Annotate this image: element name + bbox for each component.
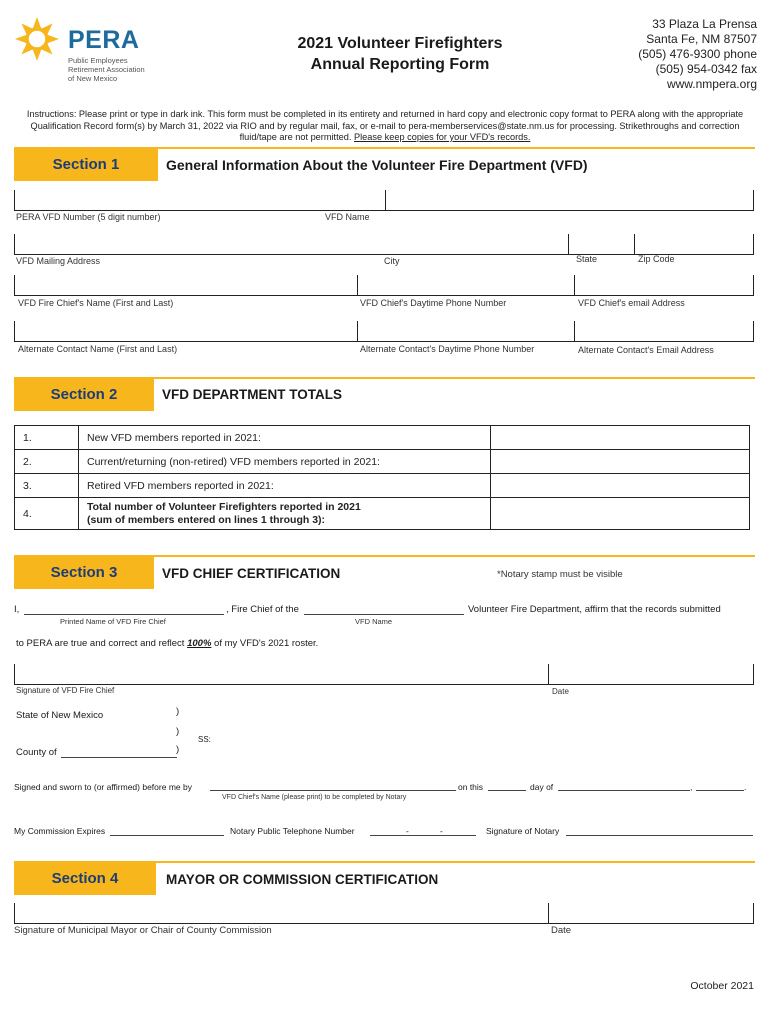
retired-members-input[interactable] xyxy=(491,474,750,498)
pera-address: 33 Plaza La Prensa Santa Fe, NM 87507 (505) 476-9300 phone (505) 954-0342 fax www.nmpera.org xyxy=(638,17,757,91)
sworn-chief-name-field[interactable] xyxy=(210,790,456,791)
day-field[interactable] xyxy=(488,790,526,791)
chief-info-field[interactable] xyxy=(14,295,754,296)
instructions: Instructions: Please print or type in dark ink. This form must be completed in its entirety and returned in hard copy and electronic copy format to PERA along with the appropriate Qualification Record form(s) by March 31, 2022 via RIO and by regular mail, fax, or e-mail to pera-memberservices@state.nm.us for processing. Strikethroughs and correction fluid/tape are not permitted. Please keep copies for your VFD's records. xyxy=(26,109,744,142)
notary-phone-field[interactable] xyxy=(370,835,476,836)
chief-printed-name-field[interactable] xyxy=(24,614,224,615)
section1-tab: Section 1 xyxy=(14,147,158,181)
county-field[interactable] xyxy=(61,757,177,758)
vfd-number-label: PERA VFD Number (5 digit number) xyxy=(16,212,161,222)
chief-phone-label: VFD Chief's Daytime Phone Number xyxy=(360,298,507,308)
section4-tab: Section 4 xyxy=(14,861,156,895)
logo-subtitle: Public Employees Retirement Association of New Mexico xyxy=(68,56,145,83)
alt-contact-field[interactable] xyxy=(14,341,754,342)
affirmation-text: to PERA are true and correct and reflect 100% of my VFD's 2021 roster. xyxy=(16,638,319,649)
chief-name-label: VFD Fire Chief's Name (First and Last) xyxy=(18,298,174,308)
keep-copies-note: Please keep copies for your VFD's records. xyxy=(354,132,531,142)
table-row: 3. Retired VFD members reported in 2021: xyxy=(15,474,750,498)
notary-signature-field[interactable] xyxy=(566,835,753,836)
table-row: 2. Current/returning (non-retired) VFD members reported in 2021: xyxy=(15,450,750,474)
chief-email-label: VFD Chief's email Address xyxy=(578,298,685,308)
table-row: 1. New VFD members reported in 2021: xyxy=(15,426,750,450)
commission-expires-field[interactable] xyxy=(110,835,224,836)
section4-heading: MAYOR OR COMMISSION CERTIFICATION xyxy=(166,872,439,887)
logo-wordmark: PERA xyxy=(68,26,140,54)
form-title: 2021 Volunteer Firefighters Annual Reporting Form xyxy=(297,35,503,73)
section3-tab: Section 3 xyxy=(14,555,154,589)
sun-icon xyxy=(12,14,62,64)
section2-heading: VFD DEPARTMENT TOTALS xyxy=(162,387,342,402)
total-members-input[interactable] xyxy=(491,498,750,530)
totals-table xyxy=(14,425,750,530)
new-members-input[interactable] xyxy=(491,426,750,450)
city-label: City xyxy=(384,256,400,266)
state-label: State xyxy=(576,254,598,264)
month-field[interactable] xyxy=(558,790,690,791)
section3-heading: VFD CHIEF CERTIFICATION xyxy=(162,566,341,581)
vfd-name-label: VFD Name xyxy=(325,212,370,222)
chief-signature-field[interactable] xyxy=(14,684,754,685)
footer-date: October 2021 xyxy=(690,980,754,992)
mailing-address-label: VFD Mailing Address xyxy=(16,256,101,266)
year-field[interactable] xyxy=(696,790,744,791)
section2-tab: Section 2 xyxy=(14,377,154,411)
alt-name-label: Alternate Contact Name (First and Last) xyxy=(18,344,178,354)
current-members-input[interactable] xyxy=(491,450,750,474)
table-row: 4. Total number of Volunteer Firefighters reported in 2021 (sum of members entered on lines 1 through 3): xyxy=(15,498,750,530)
section1-heading: General Information About the Volunteer Fire Department (VFD) xyxy=(166,157,588,173)
alt-email-label: Alternate Contact's Email Address xyxy=(578,345,714,355)
mayor-signature-field[interactable] xyxy=(14,923,754,924)
zip-label: Zip Code xyxy=(638,254,675,264)
vfd-number-field[interactable] xyxy=(14,210,754,211)
alt-phone-label: Alternate Contact's Daytime Phone Number xyxy=(360,344,535,354)
notary-stamp-note: *Notary stamp must be visible xyxy=(497,569,623,580)
vfd-name-cert-field[interactable] xyxy=(304,614,464,615)
